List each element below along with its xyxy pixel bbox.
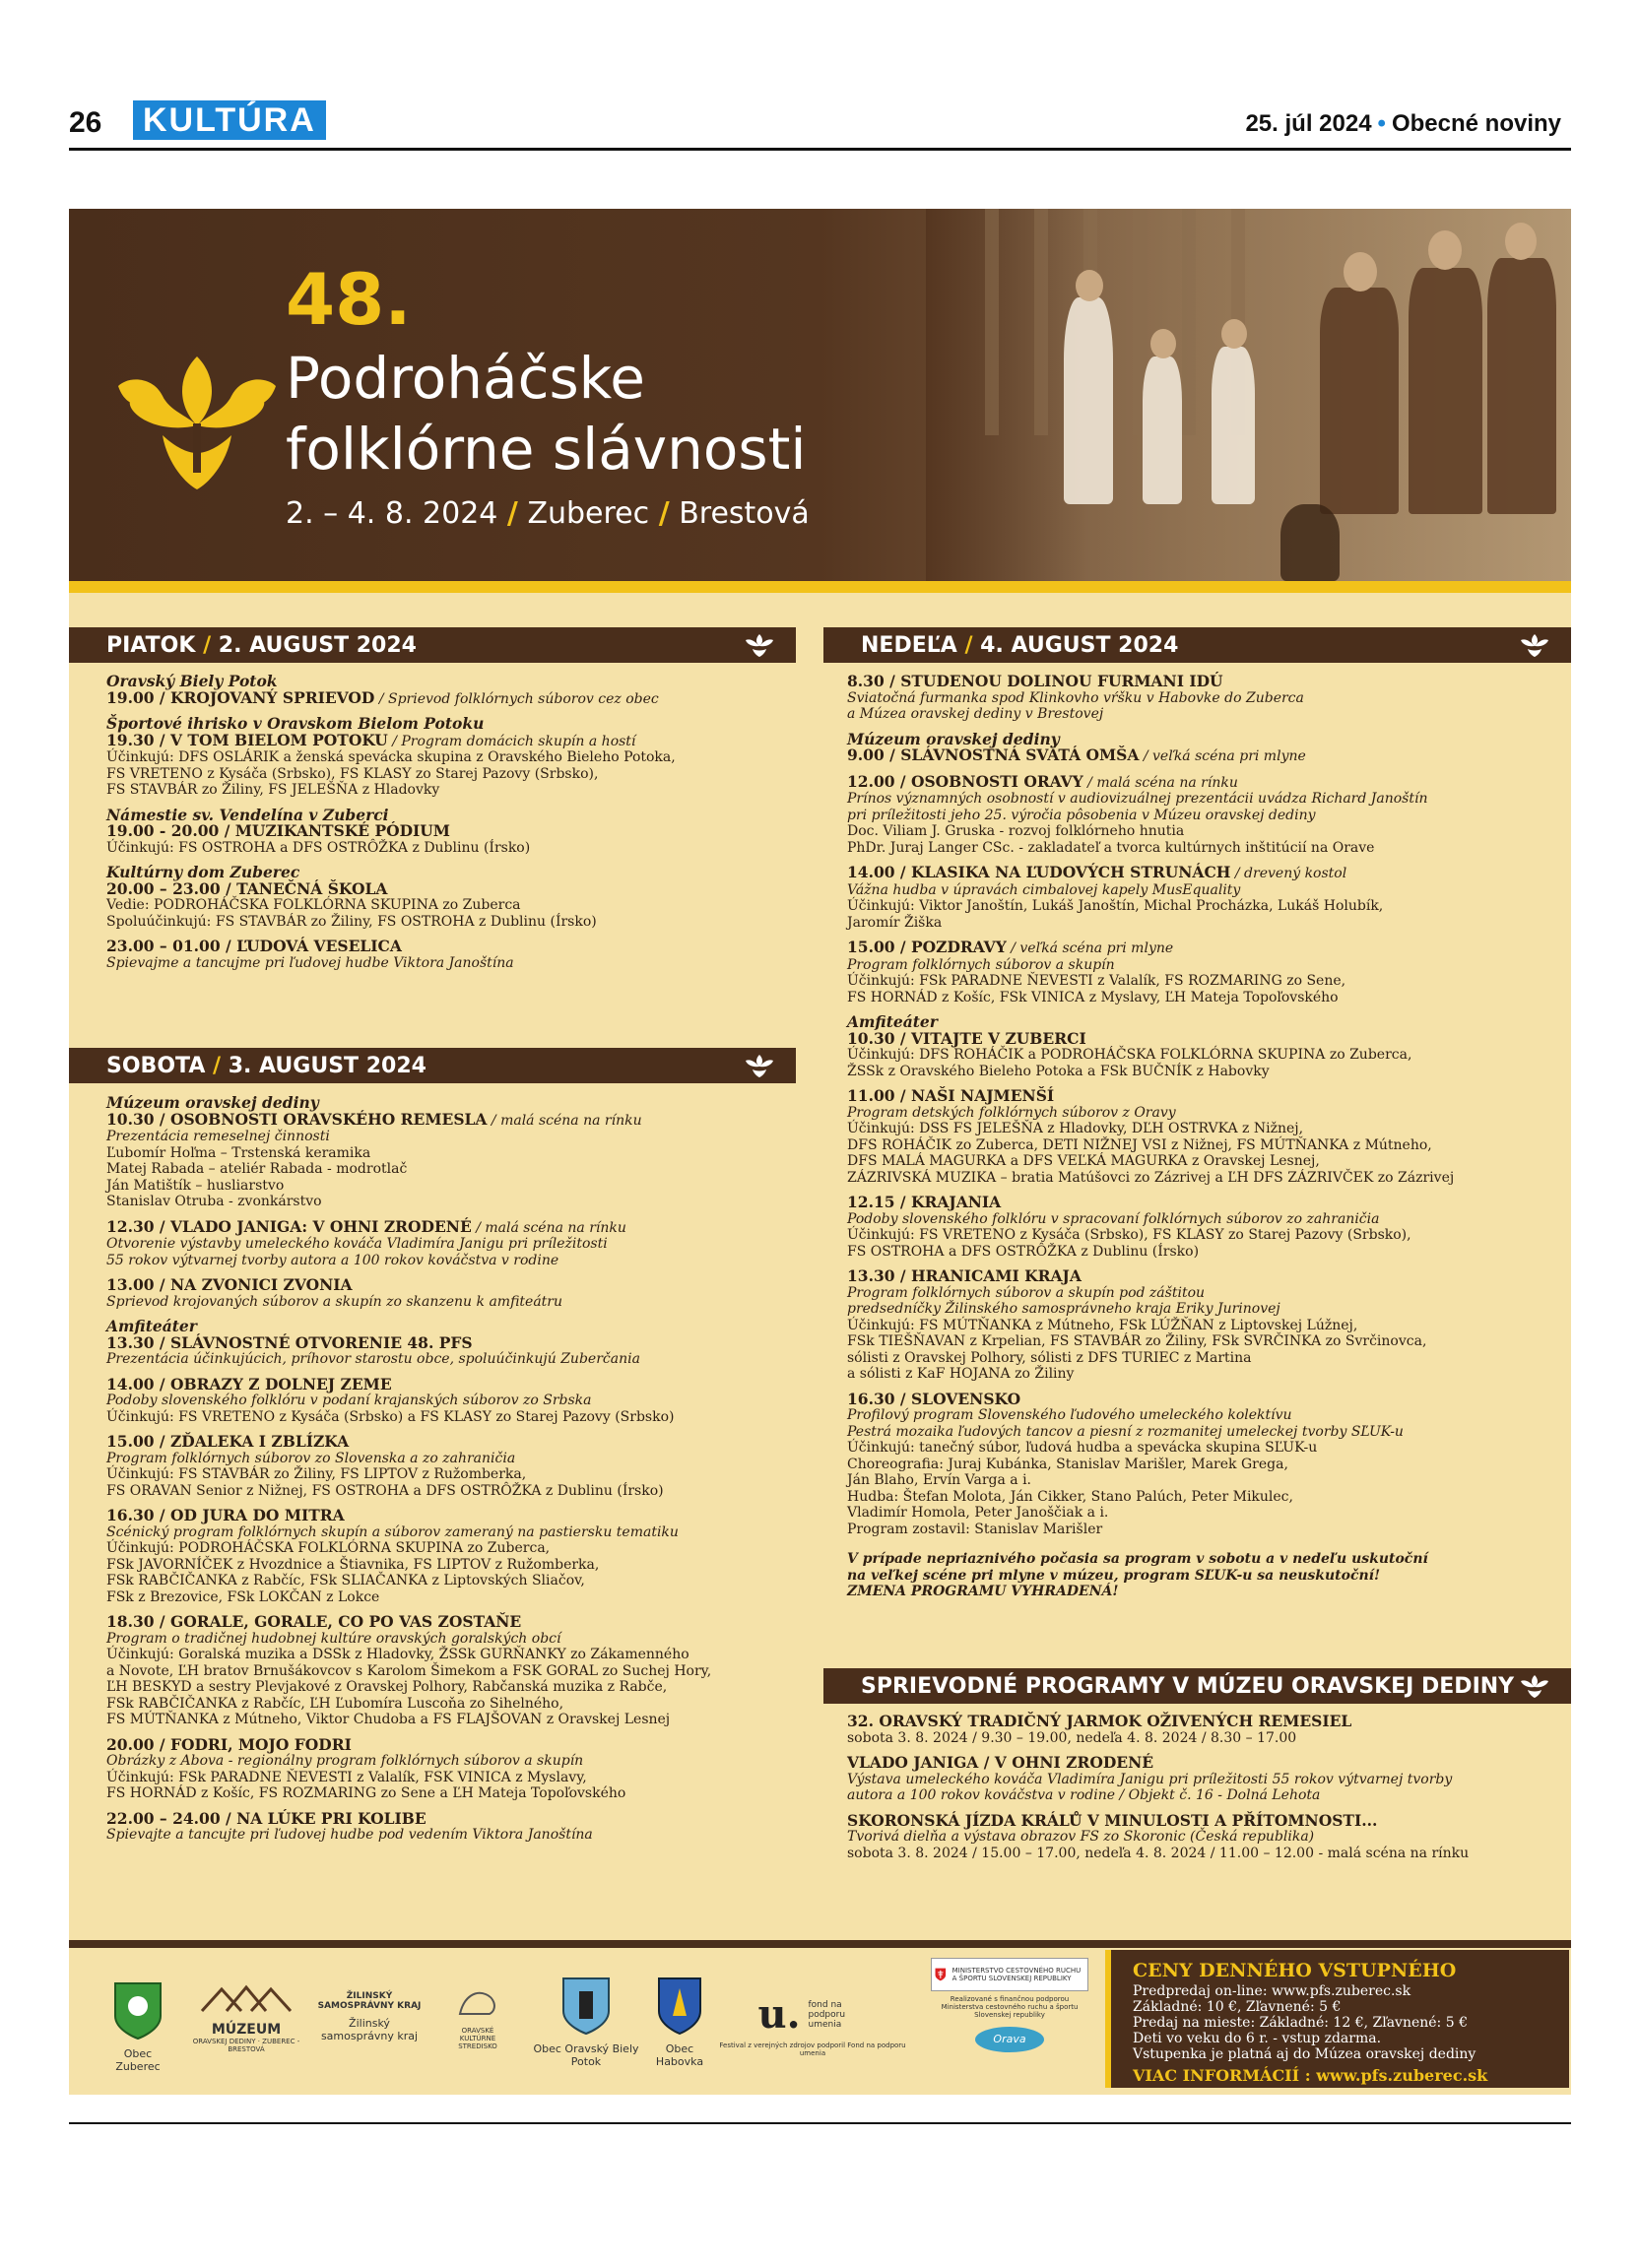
event-time-title: 19.00 / KROJOVANÝ SPRIEVOD: [106, 687, 375, 707]
festival-flower-logo: [108, 337, 286, 494]
event-performers: FS MÚTŇANKA z Mútneho, Viktor Chudoba a FS FLAJŠOVAN z Oravskej Lesnej: [106, 1712, 671, 1727]
program-event: [106, 1095, 796, 1210]
bar-sprievodne-programy: SPRIEVODNÉ PROGRAMY V MÚZEU ORAVSKEJ DEDINY: [823, 1668, 1571, 1704]
event-stage: / Program domácich skupín a hostí: [387, 733, 636, 749]
event-time-title: 8.30 / STUDENOU DOLINOU FURMANI IDÚ: [847, 672, 1223, 690]
event-performers: FS HORNÁD z Košíc, FS ROZMARING zo Sene a ĽH Mateja Topoľovského: [106, 1785, 626, 1801]
event-description: Prezentácia remeselnej činnosti: [106, 1129, 330, 1144]
event-description: 55 rokov výtvarnej tvorby autora a 100 rokov kováčstva v rodine: [106, 1252, 559, 1268]
sponsor-ministry: MINISTERSTVO CESTOVNÉHO RUCHU A ŠPORTU SLOVENSKEJ REPUBLIKY Realizované s finančnou podporou Ministerstva cestovného ruchu a športu Slovenskej republiky Orava: [931, 1958, 1088, 2052]
event-performers: FSk z Brezovice, FSk LOKČAN z Lokce: [106, 1588, 380, 1605]
event-performers: Účinkujú: tanečný súbor, ľudová hudba a spevácka skupina SĽUK-u: [847, 1440, 1318, 1456]
museum-logo-icon: [197, 1981, 295, 2015]
event-time-title: 9.00 / SLÁVNOSTNÁ SVÄTÁ OMŠA: [847, 745, 1140, 764]
program-event: [106, 1734, 796, 1802]
event-time-title: 10.30 / VITAJTE V ZUBERCI: [847, 1028, 1086, 1048]
event-heading: [106, 939, 796, 955]
event-heading: [847, 1810, 1566, 1830]
issue-date: 25. júl 2024 • Obecné noviny: [1245, 110, 1561, 137]
program-event: [847, 1195, 1566, 1260]
event-description: Otvorenie výstavby umeleckého kováča Vladimíra Janigu pri príležitosti: [106, 1236, 608, 1252]
event-time-title: 14.00 / KLASIKA NA ĽUDOVÝCH STRUNÁCH: [847, 863, 1231, 881]
event-time-title: 32. ORAVSKÝ TRADIČNÝ JARMOK OŽIVENÝCH REMESIEL: [847, 1712, 1352, 1730]
event-performers: DFS MALÁ MAGURKA a DFS VEĽKÁ MAGURKA z Oravskej Lesnej,: [847, 1153, 1320, 1169]
event-description: autora a 100 rokov kováčstva v rodine / Objekt č. 16 - Dolná Lehota: [847, 1787, 1321, 1803]
event-heading: [106, 1109, 796, 1130]
event-description: pri príležitosti jeho 25. výročia pôsobenia v Múzeu oravskej dediny: [847, 807, 1316, 823]
sponsor-oks: ORAVSKÉ KULTÚRNE STREDISKO: [443, 1986, 512, 2050]
program-event: [847, 674, 1566, 723]
coat-of-arms-icon: [113, 1981, 163, 2041]
sponsor-oravsky-biely-potok: Obec Oravský Biely Potok: [532, 1976, 640, 2068]
event-heading: [106, 878, 796, 898]
event-performers: DFS ROHÁČIK zo Zuberca, DETI NIŽNEJ VSI z Nižnej, FS MÚTŇANKA z Mútneho,: [847, 1136, 1432, 1153]
event-venue: Múzeum oravskej dediny: [106, 1093, 319, 1112]
slovak-coat-of-arms-icon: [935, 1962, 947, 1987]
event-performers: Spoluúčinkujú: FS STAVBÁR zo Žiliny, FS OSTROHA z Dublinu (Írsko): [106, 913, 597, 930]
event-description: a Múzea oravskej dediny v Brestovej: [847, 706, 1104, 722]
event-performers: Doc. Viliam J. Gruska - rozvoj folklórneho hnutia: [847, 823, 1185, 839]
day-bar-nedela: NEDEĽA / 4. AUGUST 2024: [823, 627, 1571, 663]
event-performers: Ján Matištík – husliarstvo: [106, 1177, 285, 1194]
banner-yellow-band: [69, 581, 1571, 593]
section-label: KULTÚRA: [133, 100, 326, 140]
event-performers: Účinkujú: FS MÚTŇANKA z Mútneho, FSk LÚŽŇAN z Liptovskej Lúžnej,: [847, 1317, 1358, 1333]
flower-icon: [745, 1052, 774, 1079]
event-heading: [847, 1755, 1566, 1772]
event-time-title: 20.00 – 23.00 / TANEČNÁ ŠKOLA: [106, 878, 388, 898]
event-performers: Ľubomír Hoľma – Trstenská keramika: [106, 1144, 371, 1161]
notice-line: ZMENA PROGRAMU VYHRADENÁ!: [847, 1584, 1119, 1599]
event-heading: [106, 730, 796, 750]
event-heading: [106, 1332, 796, 1352]
program-event: [106, 939, 796, 971]
bottom-rule: [69, 1940, 1571, 1948]
event-description: Program folklórnych súborov a skupín pod záštitou: [847, 1284, 1206, 1301]
event-heading: [106, 1808, 796, 1828]
program-event: [106, 1508, 796, 1605]
notice-line: na veľkej scéne pri mlyne v múzeu, program SĽUK-u sa neuskutoční!: [847, 1567, 1381, 1584]
event-performers: Hudba: Štefan Molota, Ján Cikker, Stano Palúch, Peter Mikulec,: [847, 1488, 1293, 1505]
event-description: Prínos významných osobností v audiovizuálnej prezentácii uvádza Richard Janoštín: [847, 791, 1428, 807]
program-event: [106, 1808, 796, 1844]
festival-dates: 2. – 4. 8. 2024 / Zuberec / Brestová: [286, 496, 810, 531]
festival-title-line2: folklórne slávnosti: [286, 416, 807, 483]
event-description: Prezentácia účinkujúcich, príhovor starostu obce, spoluúčinkujú Zuberčania: [106, 1351, 640, 1367]
event-heading: [847, 1028, 1566, 1048]
event-performers: Účinkujú: FS STAVBÁR zo Žiliny, FS LIPTOV z Ružomberka,: [106, 1466, 527, 1482]
event-performers: Účinkujú: FS VRETENO z Kysáča (Srbsko), FS KLASY zo Starej Pazovy (Srbsko),: [847, 1227, 1411, 1243]
event-performers: Účinkujú: PODROHÁČSKA FOLKLÓRNA SKUPINA zo Zuberca,: [106, 1540, 551, 1556]
festival-edition: 48.: [286, 258, 412, 341]
coat-of-arms-icon: [657, 1976, 702, 2036]
program-event: [106, 805, 796, 857]
program-event: [106, 1614, 796, 1728]
event-time-title: 20.00 / FODRI, MOJO FODRI: [106, 1734, 352, 1754]
festival-title-line1: Podroháčske: [286, 345, 645, 412]
event-heading: [106, 1614, 796, 1631]
more-info-link[interactable]: VIAC INFORMÁCIÍ : www.pfs.zuberec.sk: [1133, 2066, 1488, 2085]
event-performers: Ján Blaho, Ervín Varga a i.: [847, 1472, 1031, 1488]
event-heading: [106, 1277, 796, 1294]
event-description: Scénický program folklórnych skupín a súborov zameraný na pastiersku tematiku: [106, 1523, 679, 1540]
event-heading: [106, 687, 796, 708]
event-performers: Stanislav Otruba - zvonkárstvo: [106, 1194, 322, 1209]
event-stage: / malá scéna na rínku: [1082, 774, 1238, 791]
event-heading: [847, 865, 1566, 882]
event-performers: Vladimír Homola, Peter Janoščiak a i.: [847, 1505, 1109, 1521]
event-time-title: 13.00 / NA ZVONICI ZVONIA: [106, 1275, 353, 1294]
event-heading: [847, 940, 1566, 957]
event-heading: [847, 1268, 1566, 1285]
program-event: [106, 716, 796, 799]
event-performers: Účinkujú: DSS FS JELEŠŇA z Hladovky, DĽH OSTRVKA z Nižnej,: [847, 1121, 1304, 1136]
program-event: [847, 1714, 1566, 1746]
event-performers: Účinkujú: DFS OSLÁRIK a ženská spevácka skupina z Oravského Bieleho Potoka,: [106, 749, 676, 765]
event-time-title: 12.30 / VLADO JANIGA: V OHNI ZRODENÉ: [106, 1216, 472, 1236]
coat-of-arms-icon: [561, 1976, 611, 2036]
event-stage: / Sprievod folklórnych súborov cez obec: [374, 690, 659, 707]
program-event: [847, 865, 1566, 931]
page-number: 26: [69, 106, 102, 139]
event-performers: sobota 3. 8. 2024 / 15.00 – 17.00, nedeľa 4. 8. 2024 / 11.00 – 12.00 - malá scéna na rínku: [847, 1845, 1470, 1861]
program-accompanying: [847, 1714, 1566, 1870]
event-time-title: 10.30 / OSOBNOSTI ORAVSKÉHO REMESLA: [106, 1109, 488, 1129]
event-time-title: 13.30 / HRANICAMI KRAJA: [847, 1266, 1082, 1285]
event-description: Program detských folklórnych súborov z Oravy: [847, 1104, 1176, 1121]
event-description: predsedníčky Žilinského samosprávneho kraja Eriky Jurinovej: [847, 1301, 1280, 1317]
event-description: Profilový program Slovenského ľudového umeleckého kolektívu: [847, 1407, 1292, 1423]
event-venue: Amfiteáter: [847, 1012, 938, 1031]
event-performers: ŽSSk z Oravského Bieleho Potoka a FSk BUČNÍK z Habovky: [847, 1063, 1270, 1079]
weather-notice: [847, 1551, 1566, 1600]
program-event: [847, 771, 1566, 857]
sponsor-zsk: ŽILINSKÝ SAMOSPRÁVNY KRAJ Žilinský samosprávny kraj: [317, 1991, 422, 2042]
event-heading: [106, 1508, 796, 1524]
event-time-title: VLADO JANIGA / V OHNI ZRODENÉ: [847, 1753, 1154, 1772]
event-stage: / malá scéna na rínku: [471, 1219, 626, 1236]
event-description: Podoby slovenského folklóru v spracovaní folklórnych súborov zo zahraničia: [847, 1210, 1380, 1227]
program-event: [106, 1434, 796, 1499]
event-description: Sprievod krojovaných súborov a skupín zo skanzenu k amfiteátru: [106, 1293, 562, 1310]
event-description: Obrázky z Abova - regionálny program folklórnych súborov a skupín: [106, 1753, 584, 1769]
event-performers: FSk TIEŠŇAVAN z Krpelian, FS STAVBÁR zo Žiliny, FSk SVRČINKA zo Svrčinovca,: [847, 1333, 1427, 1349]
event-heading: [106, 1434, 796, 1451]
program-event: [847, 1389, 1566, 1538]
sponsor-obec-zuberec: Obec Zuberec: [103, 1981, 172, 2073]
sponsor-habovka: Obec Habovka: [645, 1976, 714, 2068]
program-saturday: [106, 1095, 796, 1852]
event-description: Program o tradičnej hudobnej kultúre oravských goralských obcí: [106, 1630, 561, 1647]
day-bar-sobota: SOBOTA / 3. AUGUST 2024: [69, 1048, 796, 1083]
event-description: Spievajte a tancujte pri ľudovej hudbe pod vedením Viktora Janoštína: [106, 1827, 593, 1843]
flower-icon: [1520, 631, 1549, 659]
event-time-title: 19.30 / V TOM BIELOM POTOKU: [106, 730, 388, 749]
festival-poster: [69, 209, 1571, 2095]
event-time-title: 16.30 / OD JURA DO MITRA: [106, 1506, 345, 1524]
event-time-title: 15.00 / ZĎALEKA I ZBLÍZKA: [106, 1432, 350, 1451]
event-time-title: 13.30 / SLÁVNOSTNÉ OTVORENIE 48. PFS: [106, 1332, 473, 1352]
event-heading: [106, 823, 796, 840]
event-performers: Program zostavil: Stanislav Marišler: [847, 1521, 1103, 1537]
program-event: [847, 1268, 1566, 1383]
event-performers: Choreografia: Juraj Kubánka, Stanislav Marišler, Marek Grega,: [847, 1456, 1288, 1472]
program-event: [847, 1810, 1566, 1862]
event-performers: FSk RABČIČANKA z Rabčíc, ĽH Ľubomíra Luscoňa zo Sihelného,: [106, 1695, 564, 1712]
event-heading: [847, 1088, 1566, 1105]
event-time-title: 23.00 – 01.00 / ĽUDOVÁ VESELICA: [106, 937, 402, 955]
event-performers: FS HORNÁD z Košíc, FSk VINICA z Myslavy, ĽH Mateja Topoľovského: [847, 989, 1339, 1005]
event-venue: Športové ihrisko v Oravskom Bielom Potoku: [106, 714, 485, 733]
event-description: Vážna hudba v úpravách cimbalovej kapely MusEquality: [847, 881, 1241, 898]
sponsor-muzeum: MÚZEUM ORAVSKEJ DEDINY · ZUBEREC - BRESTOVÁ: [192, 1981, 300, 2053]
event-time-title: 19.00 - 20.00 / MUZIKANTSKÉ PÓDIUM: [106, 821, 450, 840]
program-sunday: [847, 674, 1566, 1600]
event-heading: [847, 1389, 1566, 1408]
event-performers: Matej Rabada – ateliér Rabada - modrotlač: [106, 1161, 408, 1177]
program-event: [847, 1088, 1566, 1186]
event-time-title: 22.00 – 24.00 / NA LÚKE PRI KOLIBE: [106, 1808, 426, 1828]
event-performers: Jaromír Žiška: [847, 914, 943, 931]
event-stage: / veľká scéna pri mlyne: [1139, 748, 1306, 764]
event-description: Tvorivá dielňa a výstava obrazov FS zo Skoronic (Česká republika): [847, 1829, 1315, 1845]
program-event: [106, 1216, 796, 1269]
event-stage: / veľká scéna pri mlyne: [1006, 940, 1174, 956]
event-performers: Účinkujú: FSk PARADNE ŇEVESTI z Valalík, FSK VINICA z Myslavy,: [106, 1769, 587, 1785]
event-time-title: 18.30 / GORALE, GORALE, CO PO VAS ZOSTAŇE: [106, 1612, 522, 1631]
event-performers: Účinkujú: Viktor Janoštín, Lukáš Janoštín, Michal Procházka, Lukáš Holubík,: [847, 898, 1384, 914]
event-performers: Účinkujú: Goralská muzika a DSSk z Hladovky, ŽSSk GURŇANKY zo Zákamenného: [106, 1647, 689, 1662]
event-stage: / drevený kostol: [1230, 866, 1347, 881]
event-venue: Amfiteáter: [106, 1317, 197, 1335]
orava-culture-logo-icon: [456, 1986, 499, 2020]
event-heading: [847, 771, 1566, 792]
notice-line: V prípade nepriaznivého počasia sa program v sobotu a v nedeľu uskutoční: [847, 1551, 1428, 1567]
header-rule: [69, 148, 1571, 151]
event-performers: PhDr. Juraj Langer CSc. - zakladateľ a tvorca kultúrnych inštitúcií na Orave: [847, 839, 1375, 856]
program-event: [106, 865, 796, 930]
folk-dancers-photo: [926, 209, 1571, 581]
day-bar-piatok: PIATOK / 2. AUGUST 2024: [69, 627, 796, 663]
program-event: [847, 940, 1566, 1005]
program-event: [106, 674, 796, 707]
footer-rule: [69, 2122, 1571, 2124]
event-time-title: SKORONSKÁ JÍZDA KRÁLŮ V MINULOSTI A PŘÍTOMNOSTI...: [847, 1810, 1378, 1830]
event-heading: [106, 1374, 796, 1393]
event-time-title: 12.15 / KRAJANIA: [847, 1193, 1002, 1211]
event-description: Sviatočná furmanka spod Klinkovho vŕšku v Habovke do Zuberca: [847, 689, 1304, 706]
admission-prices-box: CENY DENNÉHO VSTUPNÉHO Predpredaj on-line: www.pfs.zuberec.sk Základné: 10 €, Zľavnené: 5 € Predaj na mieste: Základné: 12 €, Zľavnené: 5 € Deti vo veku do 6 r. - vstup zdarma. Vstupenka je platná aj do Múzea oravskej dediny VIAC INFORMÁCIÍ : www.pfs.zuberec.sk: [1105, 1950, 1569, 2088]
program-event: [106, 1374, 796, 1426]
event-performers: FS VRETENO z Kysáča (Srbsko), FS KLASY zo Starej Pazovy (Srbsko),: [106, 765, 599, 782]
event-performers: FS OSTROHA a DFS OSTRÔŽKA z Dublinu (Írsko): [847, 1243, 1200, 1260]
program-event: [847, 1014, 1566, 1079]
program-friday: [106, 674, 796, 980]
event-performers: FS ORAVAN Senior z Nižnej, FS OSTROHA a DFS OSTRÔŽKA z Dublinu (Írsko): [106, 1482, 664, 1499]
event-performers: Vedie: PODROHÁČSKA FOLKLÓRNA SKUPINA zo Zuberca: [106, 897, 521, 913]
event-time-title: 12.00 / OSOBNOSTI ORAVY: [847, 771, 1083, 791]
event-description: Program folklórnych súborov a skupín: [847, 956, 1115, 973]
sponsor-fond-na-podporu-umenia: u. fond na podporu umenia Festival z verejných zdrojov podporil Fond na podporu umenia: [719, 1991, 906, 2057]
program-event: [106, 1319, 796, 1368]
event-performers: ZÁZRIVSKÁ MUZIKA – bratia Matúšovci zo Zázrivej a ĽH DFS ZÁZRIVČEK zo Zázrivej: [847, 1169, 1455, 1186]
event-description: Pestrá mozaika ľudových tancov a piesní z rozmanitej umeleckej tvorby SĽUK-u: [847, 1423, 1404, 1440]
event-description: Program folklórnych súborov zo Slovenska a zo zahraničia: [106, 1450, 516, 1466]
event-performers: sólisti z Oravskej Polhory, sólisti z DFS TURIEC z Martina: [847, 1349, 1252, 1366]
event-heading: [847, 1195, 1566, 1211]
event-time-title: 15.00 / POZDRAVY: [847, 938, 1007, 956]
event-performers: FS STAVBÁR zo Žiliny, FS JELEŠŇA z Hladovky: [106, 782, 440, 798]
event-heading: [847, 674, 1566, 690]
event-time-title: 11.00 / NAŠI NAJMENŠÍ: [847, 1086, 1055, 1105]
event-performers: Účinkujú: FSk PARADNE ŇEVESTI z Valalík, FS ROZMARING zo Sene,: [847, 973, 1346, 989]
event-performers: Účinkujú: DFS ROHÁČIK a PODROHÁČSKA FOLKLÓRNA SKUPINA zo Zuberca,: [847, 1047, 1412, 1063]
program-event: [847, 729, 1566, 765]
event-description: Výstava umeleckého kováča Vladimíra Janigu pri príležitosti 55 rokov výtvarnej tvorby: [847, 1771, 1453, 1787]
event-time-title: 16.30 / SLOVENSKO: [847, 1389, 1021, 1408]
program-event: [847, 1755, 1566, 1804]
event-stage: / malá scéna na rínku: [487, 1112, 642, 1129]
event-description: Podoby slovenského folklóru v podaní krajanských súborov zo Srbska: [106, 1393, 592, 1408]
event-description: Spievajme a tancujme pri ľudovej hudbe Viktora Janoštína: [106, 954, 514, 971]
event-performers: a Novote, ĽH bratov Brnušákovcov s Karolom Šimekom a FSK GORAL zo Suchej Hory,: [106, 1662, 712, 1679]
flower-icon: [1520, 1672, 1549, 1700]
event-heading: [847, 1714, 1566, 1730]
event-time-title: 14.00 / OBRAZY Z DOLNEJ ZEME: [106, 1374, 392, 1393]
event-performers: FSk RABČIČANKA z Rabčíc, FSk SLIAČANKA z Liptovských Sliačov,: [106, 1573, 585, 1588]
orava-logo: Orava: [975, 2027, 1044, 2052]
event-heading: [106, 1216, 796, 1237]
program-event: [106, 1277, 796, 1310]
event-venue: Múzeum oravskej dediny: [847, 729, 1060, 748]
event-performers: Účinkujú: FS OSTROHA a DFS OSTRÔŽKA z Dublinu (Írsko): [106, 839, 531, 856]
event-performers: a sólisti z KaF HOJANA zo Žiliny: [847, 1366, 1075, 1382]
event-performers: sobota 3. 8. 2024 / 9.30 – 19.00, nedeľa 4. 8. 2024 / 8.30 – 17.00: [847, 1729, 1297, 1746]
event-venue: Námestie sv. Vendelína v Zuberci: [106, 805, 389, 824]
event-venue: Kultúrny dom Zuberec: [106, 863, 300, 881]
event-venue: Oravský Biely Potok: [106, 672, 278, 690]
event-heading: [847, 747, 1566, 765]
event-performers: Účinkujú: FS VRETENO z Kysáča (Srbsko) a FS KLASY zo Starej Pazovy (Srbsko): [106, 1408, 675, 1425]
event-heading: [106, 1734, 796, 1754]
event-performers: ĽH BESKYD a sestry Plevjakové z Oravskej Polhory, Rabčanská muzika z Rabče,: [106, 1679, 668, 1695]
flower-icon: [745, 631, 774, 659]
event-performers: FSk JAVORNÍČEK z Hvozdnice a Štiavnika, FS LIPTOV z Ružomberka,: [106, 1556, 600, 1573]
